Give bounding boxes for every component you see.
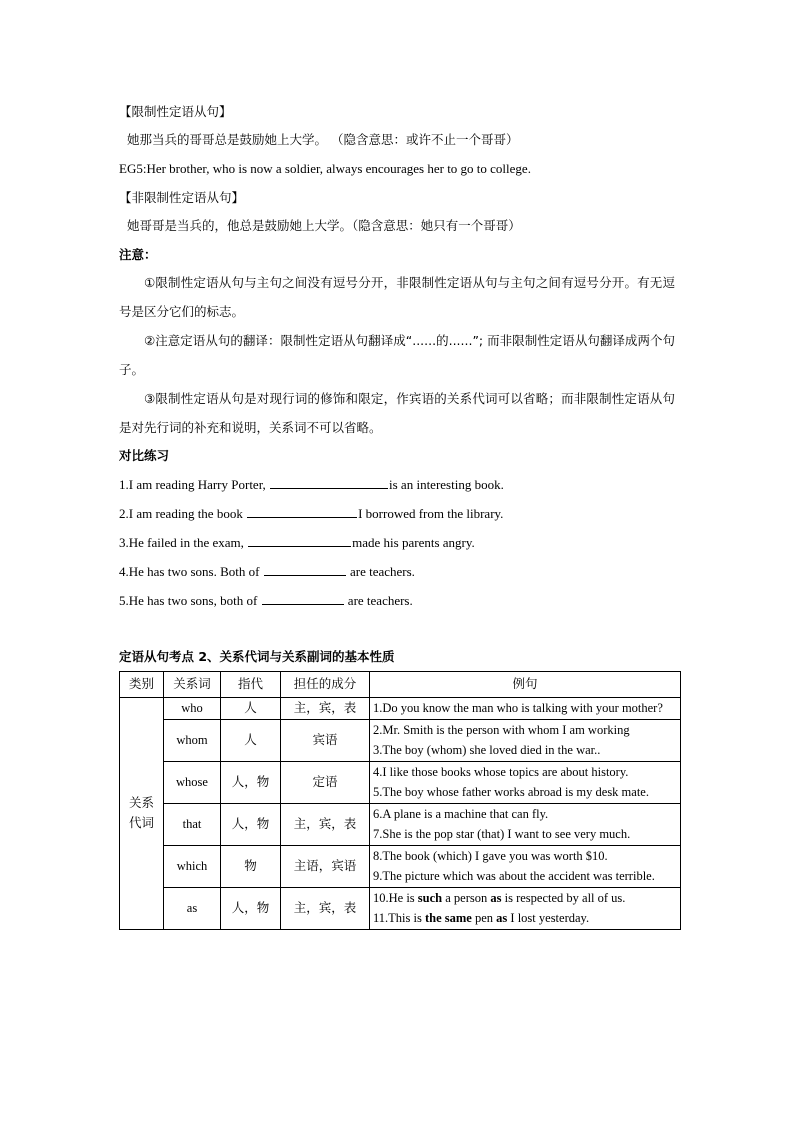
example-cell	[370, 803, 681, 845]
table-section-title: 定语从句考点 2、关系代词与关系副词的基本性质	[119, 649, 395, 664]
example-sentence: 6.A plane is a machine that can fly.	[373, 806, 549, 821]
example-sentence: 11.This is the same pen as I lost yesterday.	[373, 911, 590, 925]
practice-item-after: made his parents angry.	[352, 535, 475, 550]
practice-item	[119, 476, 504, 494]
example-sentence: 10.He is such a person as is respected by all of us.	[373, 890, 626, 905]
relative-words-table	[119, 671, 681, 930]
practice-item	[119, 505, 503, 523]
refers-cell: 人，物	[221, 887, 281, 929]
refers-cell: 人	[221, 719, 281, 761]
relative-word-cell: which	[164, 845, 221, 887]
relative-word-cell: as	[164, 887, 221, 929]
nonrestrictive-example-cn: 她哥哥是当兵的，他总是鼓励她上大学。（隐含意思：她只有一个哥哥）	[127, 218, 521, 233]
relative-word-cell: whom	[164, 719, 221, 761]
relative-word-cell: who	[164, 698, 221, 720]
header-relative-word: 关系词	[164, 672, 221, 698]
example-sentence: 9.The picture which was about the accident was terrible.	[373, 869, 655, 883]
example-sentence: 1.Do you know the man who is talking with your mother?	[373, 701, 663, 715]
refers-cell: 物	[221, 845, 281, 887]
practice-item-before: 4.He has two sons. Both of	[119, 564, 263, 579]
role-cell: 宾语	[281, 719, 370, 761]
restrictive-example-cn: 她那当兵的哥哥总是鼓励她上大学。 （隐含意思：或许不止一个哥哥）	[127, 132, 519, 147]
table-row	[120, 803, 681, 845]
example-cell	[370, 761, 681, 803]
role-cell: 主，宾，表	[281, 803, 370, 845]
relative-word-cell: whose	[164, 761, 221, 803]
category-line: 关系	[128, 795, 154, 811]
note-title: 注意：	[119, 247, 157, 262]
practice-item	[119, 592, 413, 610]
table-row	[120, 845, 681, 887]
example-sentence: 2.Mr. Smith is the person with whom I am working	[373, 722, 630, 737]
practice-title: 对比练习	[119, 448, 170, 463]
answer-blank[interactable]	[247, 505, 357, 518]
category-cell	[120, 698, 164, 930]
example-cell	[370, 719, 681, 761]
practice-item-before: 5.He has two sons, both of	[119, 593, 261, 608]
header-examples: 例句	[370, 672, 681, 698]
practice-item-before: 3.He failed in the exam,	[119, 535, 248, 550]
answer-blank[interactable]	[248, 534, 351, 547]
role-cell: 主，宾，表	[281, 887, 370, 929]
answer-blank[interactable]	[262, 592, 344, 605]
practice-item	[119, 563, 415, 581]
example-en: EG5:Her brother, who is now a soldier, always encourages her to go to college.	[119, 161, 531, 176]
table-row	[120, 698, 681, 720]
role-cell: 定语	[281, 761, 370, 803]
example-sentence: 5.The boy whose father works abroad is my desk mate.	[373, 785, 649, 799]
refers-cell: 人，物	[221, 803, 281, 845]
example-cell	[370, 887, 681, 929]
note-2: ②注意定语从句的翻译：限制性定语从句翻译成“......的......”; 而非限制性定语从句翻译成两个句子。	[119, 333, 675, 377]
nonrestrictive-title: 【非限制性定语从句】	[119, 190, 245, 205]
practice-item-after: are teachers.	[346, 564, 415, 579]
example-sentence: 4.I like those books whose topics are about history.	[373, 764, 629, 779]
example-sentence: 7.She is the pop star (that) I want to see very much.	[373, 827, 631, 841]
header-function: 担任的成分	[281, 672, 370, 698]
practice-item	[119, 534, 475, 552]
category-line: 代词	[128, 815, 154, 831]
answer-blank[interactable]	[270, 476, 388, 489]
table-row	[120, 761, 681, 803]
role-cell: 主，宾，表	[281, 698, 370, 720]
practice-item-before: 2.I am reading the book	[119, 506, 247, 521]
example-cell	[370, 845, 681, 887]
practice-item-after: is an interesting book.	[389, 477, 504, 492]
table-row	[120, 887, 681, 929]
answer-blank[interactable]	[264, 563, 346, 576]
example-cell	[370, 698, 681, 720]
refers-cell: 人，物	[221, 761, 281, 803]
table-header-row	[120, 672, 681, 698]
relative-word-cell: that	[164, 803, 221, 845]
note-1: ①限制性定语从句与主句之间没有逗号分开，非限制性定语从句与主句之间有逗号分开。有无逗号是区分它们的标志。	[119, 275, 675, 319]
practice-item-after: are teachers.	[344, 593, 413, 608]
practice-item-after: I borrowed from the library.	[358, 506, 504, 521]
example-sentence: 8.The book (which) I gave you was worth $10.	[373, 848, 608, 863]
restrictive-title: 【限制性定语从句】	[119, 104, 232, 119]
role-cell: 主语，宾语	[281, 845, 370, 887]
header-refers-to: 指代	[221, 672, 281, 698]
example-sentence: 3.The boy (whom) she loved died in the war..	[373, 743, 601, 757]
table-row	[120, 719, 681, 761]
refers-cell: 人	[221, 698, 281, 720]
note-3: ③限制性定语从句是对现行词的修饰和限定，作宾语的关系代词可以省略；而非限制性定语从句是对先行词的补充和说明，关系词不可以省略。	[119, 391, 675, 435]
practice-item-before: 1.I am reading Harry Porter,	[119, 477, 270, 492]
header-category: 类别	[120, 672, 164, 698]
